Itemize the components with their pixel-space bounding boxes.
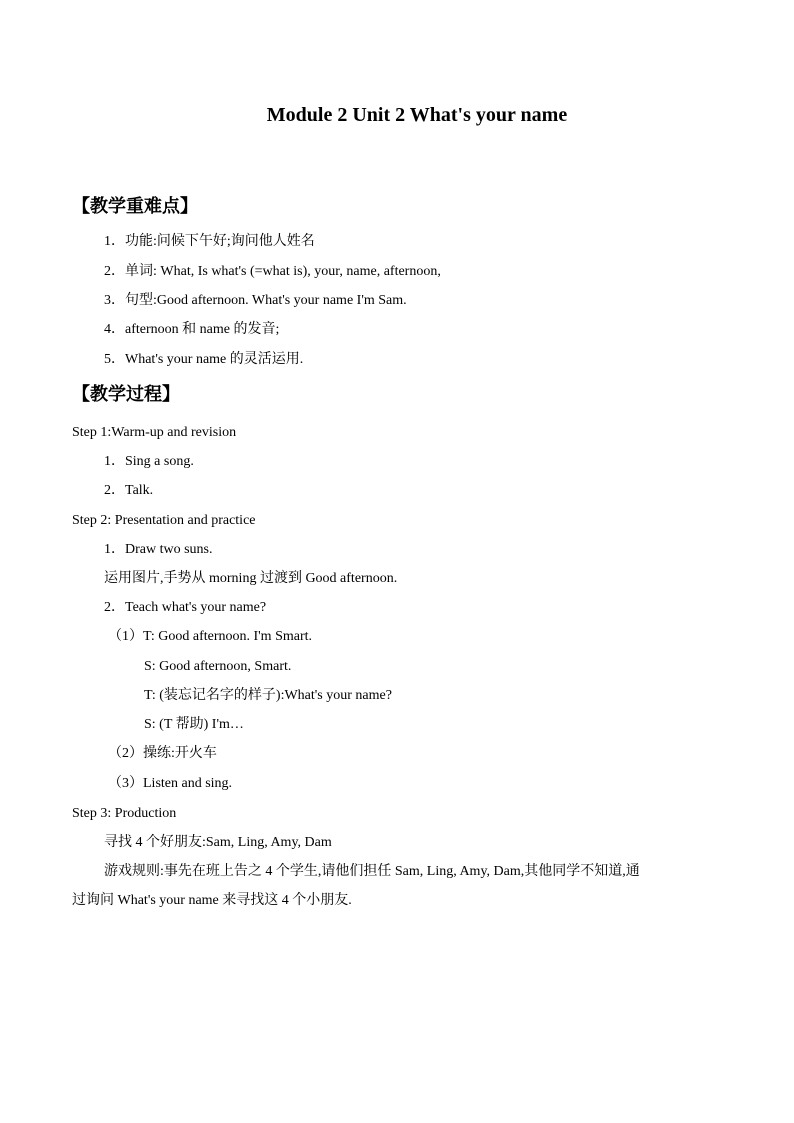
step-item: 1．Draw two suns. xyxy=(104,542,213,557)
sub-item: （1）T: Good afternoon. I'm Smart. xyxy=(108,629,313,644)
page-title: Module 2 Unit 2 What's your name xyxy=(266,104,568,126)
step-item: 2．Talk. xyxy=(104,483,154,498)
sub-item: （3）Listen and sing. xyxy=(108,776,233,791)
key-point-item: 4．afternoon 和 name 的发音; xyxy=(104,322,280,337)
dialog-line: S: Good afternoon, Smart. xyxy=(144,659,292,674)
step-label: Step 2: Presentation and practice xyxy=(72,513,256,528)
key-point-item: 3．句型:Good afternoon. What's your name I'm Sam. xyxy=(104,293,407,308)
step-text: 寻找 4 个好朋友:Sam, Ling, Amy, Dam xyxy=(104,835,332,850)
dialog-line: S: (T 帮助) I'm… xyxy=(144,717,244,732)
key-point-item: 1．功能:问候下午好;询问他人姓名 xyxy=(104,234,315,249)
step-item: 1．Sing a song. xyxy=(104,454,194,469)
step-label: Step 3: Production xyxy=(72,806,177,821)
section-heading-process: 【教学过程】 xyxy=(72,384,180,405)
key-point-item: 5．What's your name 的灵活运用. xyxy=(104,352,304,367)
step-label: Step 1:Warm-up and revision xyxy=(72,425,237,440)
dialog-line: T: (装忘记名字的样子):What's your name? xyxy=(144,688,392,703)
step-text: 过询问 What's your name 来寻找这 4 个小朋友. xyxy=(72,893,352,908)
sub-item: （2）操练:开火车 xyxy=(108,746,217,761)
key-point-item: 2．单词: What, Is what's (=what is), your, name, afternoon, xyxy=(104,264,441,279)
step-note: 运用图片,手势从 morning 过渡到 Good afternoon. xyxy=(104,571,398,586)
section-heading-key-points: 【教学重难点】 xyxy=(72,196,198,217)
step-item: 2．Teach what's your name? xyxy=(104,600,267,615)
step-text: 游戏规则:事先在班上告之 4 个学生,请他们担任 Sam, Ling, Amy, Dam,其他同学不知道,通 xyxy=(104,864,640,879)
